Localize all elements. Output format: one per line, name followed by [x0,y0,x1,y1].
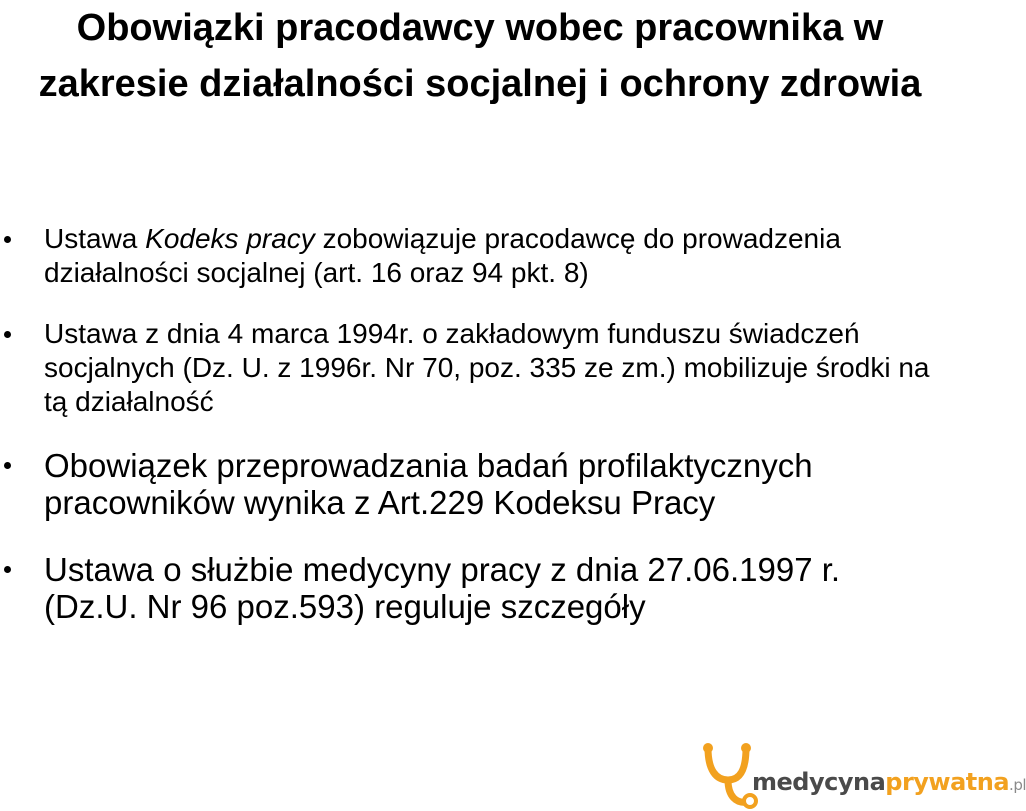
bullet-item-kodeks-pracy [0,222,940,290]
bullet-list [0,222,940,625]
bullet-text: Ustawa z dnia 4 marca 1994r. o zakładowym funduszu świadczeń socjalnych (Dz. U. z 1996r. Nr 70, poz. 335 ze zm.) mobilizuje środki na tą działalność [44,318,930,417]
bullet-item-badania-profilaktyczne [0,447,940,521]
bullet-dot [4,462,11,469]
medycynaprywatna-logo [702,740,1026,811]
bullet-dot [4,236,11,243]
bullet-dot [4,566,11,573]
bullet-text-before: Ustawa [44,223,146,254]
logo-part-3: .pl [1009,776,1026,794]
bullet-item-zfss [0,317,940,419]
bullet-text-after: zobowiązuje pracodawcę do prowadzenia działalności socjalnej (art. 16 oraz 94 pkt. 8) [44,223,841,288]
bullet-text-italic-title: Kodeks pracy [145,223,315,254]
bullet-text: Ustawa o służbie medycyny pracy z dnia 27.06.1997 r. (Dz.U. Nr 96 poz.593) reguluje szczegóły [44,551,841,625]
logo-part-2: prywatna [885,768,1010,796]
bullet-item-sluzba-medycyny-pracy [0,551,940,625]
slide-title: Obowiązki pracodawcy wobec pracownika w zakresie działalności socjalnej i ochrony zdrowia [38,7,922,105]
logo-wordmark [752,768,1026,796]
logo-part-1: medycyna [752,768,886,796]
bullet-dot [4,331,11,338]
bullet-text: Obowiązek przeprowadzania badań profilaktycznych pracowników wynika z Art.229 Kodeksu Pracy [44,447,813,521]
